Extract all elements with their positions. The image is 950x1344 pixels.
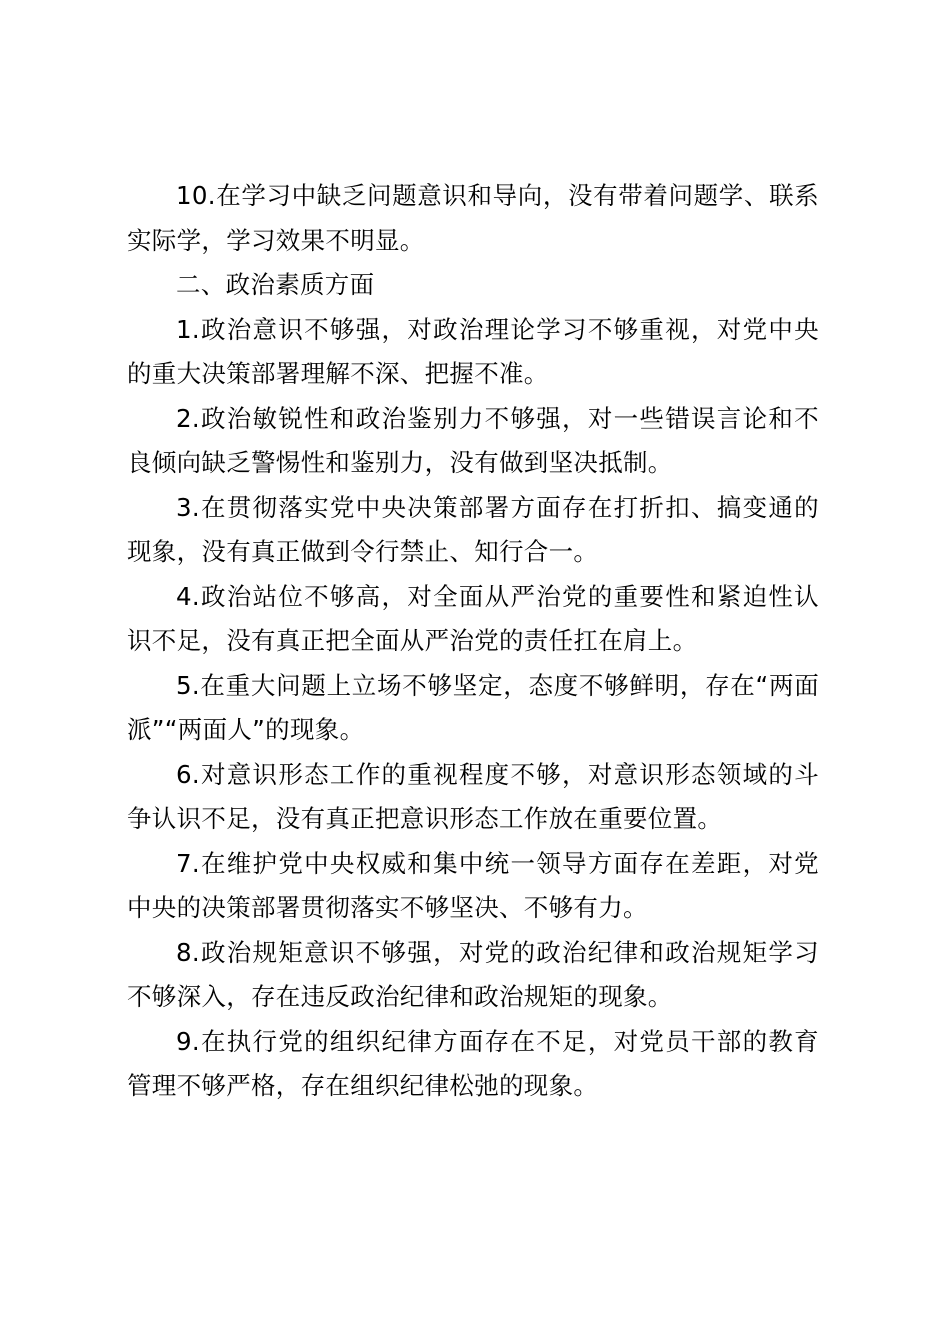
paragraph-item-1: 1.政治意识不够强，对政治理论学习不够重视，对党中央的重大决策部署理解不深、把握不准。 [127,314,819,388]
paragraph-item-3: 3.在贯彻落实党中央决策部署方面存在打折扣、搞变通的现象，没有真正做到令行禁止、知行合一。 [127,492,819,566]
paragraph-item-9: 9.在执行党的组织纪律方面存在不足，对党员干部的教育管理不够严格，存在组织纪律松弛的现象。 [127,1026,819,1100]
paragraph-item-2: 2.政治敏锐性和政治鉴别力不够强，对一些错误言论和不良倾向缺乏警惕性和鉴别力，没有做到坚决抵制。 [127,403,819,477]
paragraph-item-8: 8.政治规矩意识不够强，对党的政治纪律和政治规矩学习不够深入，存在违反政治纪律和政治规矩的现象。 [127,937,819,1011]
paragraph-item-6: 6.对意识形态工作的重视程度不够，对意识形态领域的斗争认识不足，没有真正把意识形态工作放在重要位置。 [127,759,819,833]
paragraph-item-7: 7.在维护党中央权威和集中统一领导方面存在差距，对党中央的决策部署贯彻落实不够坚决、不够有力。 [127,848,819,922]
section-heading-political-quality: 二、政治素质方面 [176,270,375,299]
paragraph-item-10: 10.在学习中缺乏问题意识和导向，没有带着问题学、联系实际学，学习效果不明显。 [127,181,819,255]
document-body [127,174,819,1109]
paragraph-item-4: 4.政治站位不够高，对全面从严治党的重要性和紧迫性认识不足，没有真正把全面从严治党的责任扛在肩上。 [127,581,819,655]
paragraph-item-5: 5.在重大问题上立场不够坚定，态度不够鲜明，存在“两面派”“两面人”的现象。 [127,670,819,744]
